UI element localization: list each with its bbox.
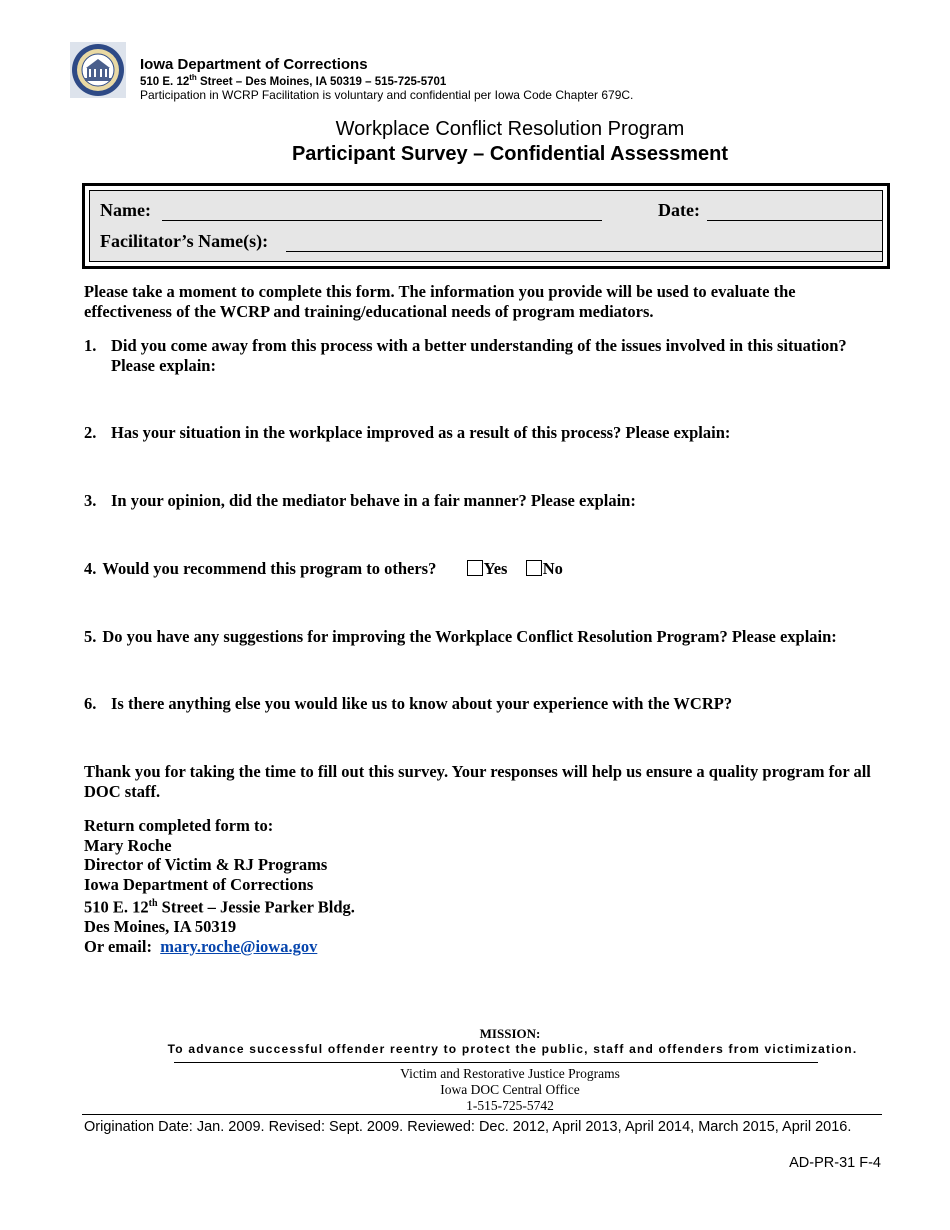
office-info: Victim and Restorative Justice Programs Iowa DOC Central Office 1-515-725-5742 [400,1066,620,1113]
intro-text: Please take a moment to complete this form. The information you provide will be used to evaluate the effectiveness of the WCRP and training/educational needs of program mediators. [84,282,796,321]
return-heading: Return completed form to: [84,816,274,835]
origination-divider [82,1114,882,1115]
facilitator-label: Facilitator’s Name(s): [100,231,269,251]
name-label: Name: [100,200,151,220]
return-email-line: Or email: mary.roche@iowa.gov [84,937,318,957]
yes-label: Yes [483,559,508,578]
confidentiality-note: Participation in WCRP Facilitation is voluntary and confidential per Iowa Code Chapter 679C. [140,88,634,102]
return-name: Mary Roche [84,835,172,855]
form-code: AD-PR-31 F-4 [789,1155,881,1171]
org-name: Iowa Department of Corrections [140,56,368,73]
program-title: Workplace Conflict Resolution Program [335,118,685,140]
return-street: 510 E. 12th Street – Jessie Parker Bldg. [84,897,355,917]
state-seal-icon [70,42,126,98]
return-address [84,816,355,957]
mission-label: MISSION: [479,1026,541,1041]
participant-info-box [82,183,890,269]
email-link[interactable]: mary.roche@iowa.gov [160,937,318,957]
return-city: Des Moines, IA 50319 [84,917,237,937]
yes-checkbox[interactable] [467,560,483,576]
question-1: 1. Did you come away from this process with a better understanding of the issues involved in this situation? Please explain: [84,336,847,375]
mission-text: To advance successful offender reentry to protect the public, staff and offenders from victimization. [167,1042,858,1056]
survey-title: Participant Survey – Confidential Assessment [291,143,729,165]
name-field[interactable] [162,220,602,221]
date-field[interactable] [707,220,882,221]
return-title: Director of Victim & RJ Programs [84,855,328,875]
thanks-text: Thank you for taking the time to fill out this survey. Your responses will help us ensure a quality program for all DOC staff. [84,762,871,801]
no-checkbox[interactable] [526,560,542,576]
return-org: Iowa Department of Corrections [84,874,314,894]
footer-divider [174,1062,818,1063]
question-4: 4. Would you recommend this program to others? Yes No [84,559,563,578]
org-address: 510 E. 12th Street – Des Moines, IA 50319 – 515-725-5701 [140,73,447,88]
origination-dates: Origination Date: Jan. 2009. Revised: Sept. 2009. Reviewed: Dec. 2012, April 2013, April 2014, March 2015, April 2016. [84,1119,852,1135]
question-6: 6. Is there anything else you would like us to know about your experience with the WCRP? [84,694,733,713]
facilitator-field[interactable] [286,251,882,252]
question-5: 5. Do you have any suggestions for improving the Workplace Conflict Resolution Program? Please explain: [84,627,837,646]
no-label: No [542,559,563,578]
date-label: Date: [658,200,700,220]
question-3: 3. In your opinion, did the mediator behave in a fair manner? Please explain: [84,491,636,510]
question-2: 2. Has your situation in the workplace improved as a result of this process? Please explain: [84,423,731,442]
